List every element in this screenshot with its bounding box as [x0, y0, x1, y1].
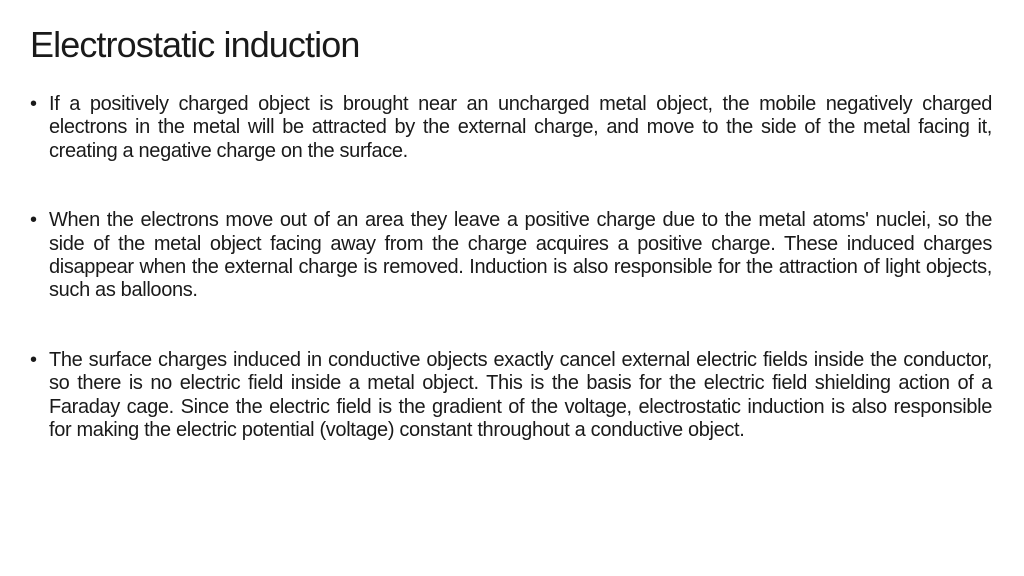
bullet-item — [30, 349, 992, 443]
bullet-text: The surface charges induced in conductive objects exactly cancel external electric fields inside the conductor, so there is no electric field inside a metal object. This is the basis for the electric field shielding action of a Faraday cage. Since the electric field is the gradient of the voltage, electrostatic induction is also responsible for making the electric potential (voltage) constant throughout a conductive object. — [49, 348, 992, 442]
bullet-dot-icon: • — [30, 348, 37, 371]
bullet-text: When the electrons move out of an area they leave a positive charge due to the metal atoms' nuclei, so the side of the metal object facing away from the charge acquires a positive charge. These induced charges disappear when the external charge is removed. Induction is also responsible for the attraction of light objects, such as balloons. — [49, 209, 992, 302]
bullet-dot-icon: • — [30, 93, 37, 115]
bullet-list — [30, 93, 992, 442]
bullet-item — [30, 93, 992, 163]
bullet-text: If a positively charged object is brought near an uncharged metal object, the mobile negatively charged electrons in the metal will be attracted by the external charge, and move to the side of the metal facing it, creating a negative charge on the surface. — [49, 93, 992, 162]
slide-title: Electrostatic induction — [30, 24, 360, 65]
bullet-dot-icon: • — [30, 209, 37, 232]
bullet-item — [30, 209, 992, 303]
